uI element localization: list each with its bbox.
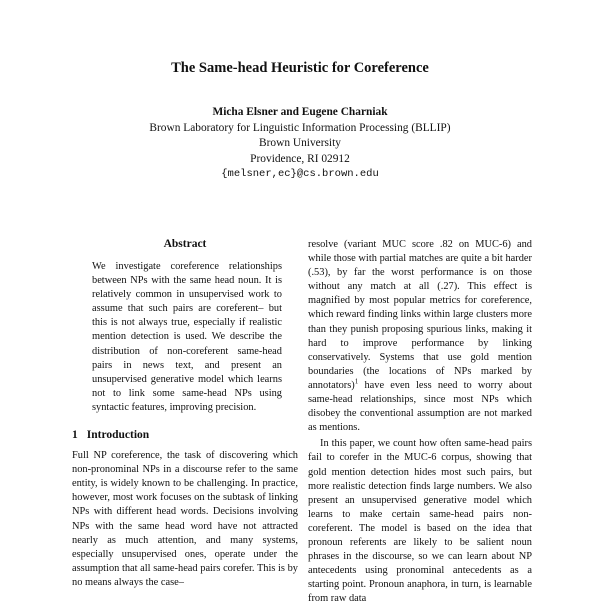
section-number: 1	[72, 429, 78, 442]
right-column	[308, 238, 532, 606]
university: Brown University	[259, 137, 341, 149]
section-title: Introduction	[86, 429, 150, 442]
left-column	[72, 238, 298, 590]
right-paragraph-1	[308, 238, 532, 435]
affiliation: Brown Laboratory for Linguistic Information Processing (BLLIP)	[149, 121, 451, 134]
abstract-heading: Abstract	[163, 238, 207, 250]
right-paragraph-1-part-a: resolve (variant MUC score .82 on MUC-6) and while those with partial matches are quite a bit harder (.53), by far the worst performance is on those without any match at all (.27). This effect is magnified by most popular metrics for coreference, which reward finding links within large clusters more than they punish proposing spurious links, making it hard to improve performance by linking conservatively. Systems that use gold mention boundaries (the locations of NPs marked by annotators)	[308, 239, 532, 391]
author-block	[0, 105, 600, 183]
author-email: {melsner,ec}@cs.brown.edu	[221, 168, 379, 180]
section-heading-introduction	[72, 429, 298, 441]
footnote-marker[interactable]: 1	[354, 377, 359, 386]
right-paragraph-1-part-b: have even less need to worry about same-head relationships, since most NPs which disobey the conventional assumption are not marked as mentions.	[308, 379, 532, 434]
author-names: Micha Elsner and Eugene Charniak	[212, 106, 388, 118]
right-paragraph-2: In this paper, we count how often same-head pairs fail to corefer in the MUC-6 corpus, showing that gold mention detection hides most such pairs, but more realistic detection finds large numbers. We also present an unsupervised generative model which learns to make certain same-head pairs non-coreferent. The model is based on the idea that pronoun referents are likely to be salient noun phrases in the discourse, so we can learn about NP antecedents using pronominal antecedents as a starting point. Pronoun anaphora, in turn, is learnable from raw data	[308, 438, 532, 605]
paper-title: The Same-head Heuristic for Coreference	[171, 60, 429, 76]
introduction-paragraph: Full NP coreference, the task of discovering which non-pronominal NPs in a discourse refer to the same entity, is widely known to be challenging. In practice, however, most work focuses on the subtask of linking NPs with different head words. Decisions involving NPs with the same head word have not attracted nearly as much attention, and many systems, especially unsupervised ones, operate under the assumption that all same-head pairs corefer. This is by no means always the case–	[72, 450, 298, 588]
abstract-text: We investigate coreference relationships between NPs with the same head noun. It is relatively common in unsupervised work to assume that such pairs are coreferent– but this is not always true, especially if realistic mention detection is used. We describe the distribution of non-coreferent same-head pairs in news text, and present an unsupervised generative model which learns not to link some same-head NPs using syntactic features, improving precision.	[92, 261, 282, 413]
address: Providence, RI 02912	[250, 152, 350, 165]
